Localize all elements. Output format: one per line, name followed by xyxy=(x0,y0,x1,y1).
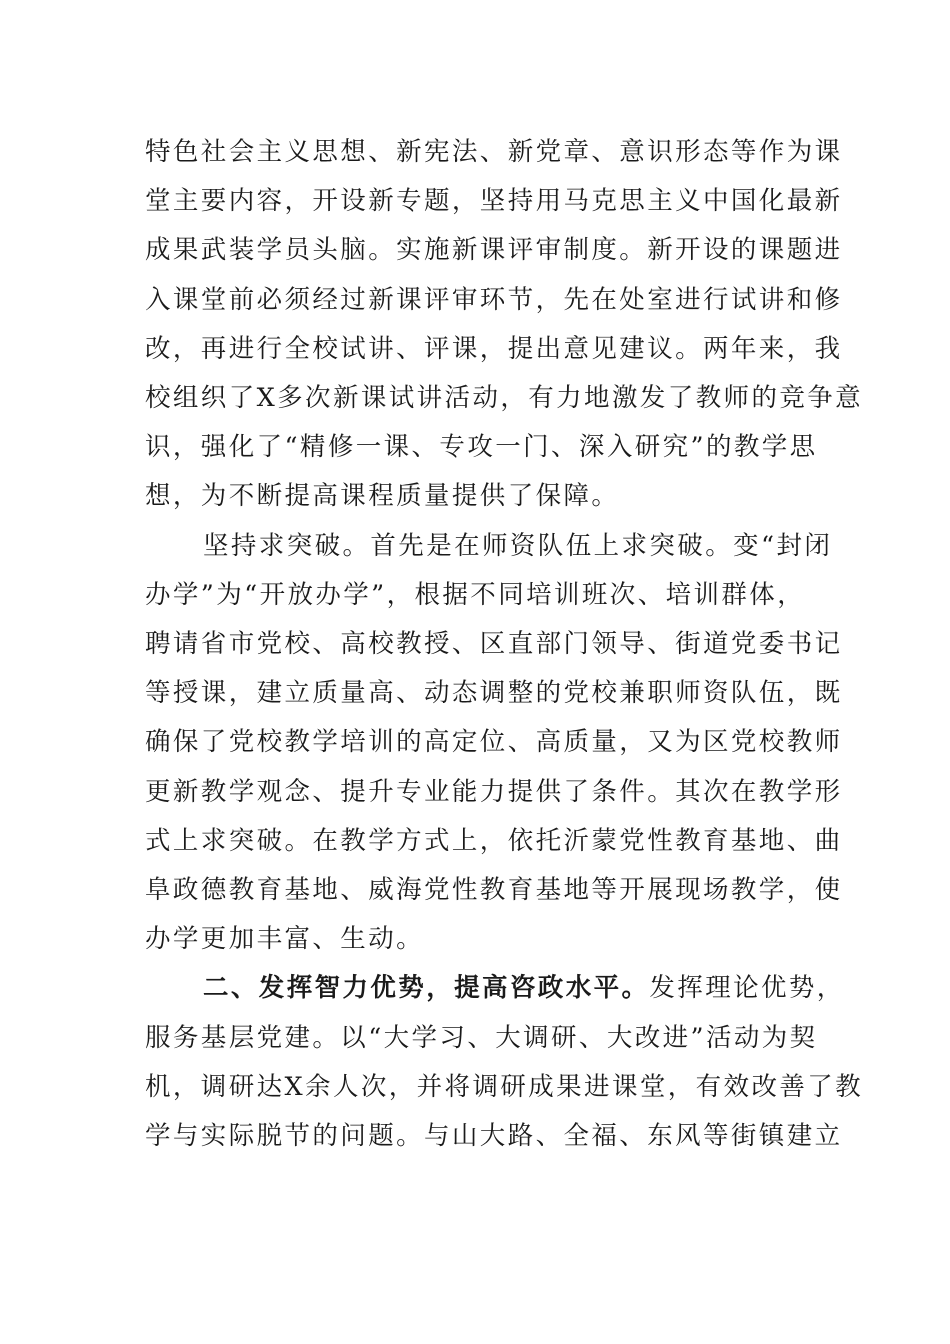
text-line: 机，调研达X余人次，并将调研成果进课堂，有效改善了教 xyxy=(145,1071,864,1102)
section-heading: 二、发挥智力优势，提高咨政水平。 xyxy=(203,973,650,1004)
text-line: 成果武装学员头脑。实施新课评审制度。新开设的课题进 xyxy=(145,235,843,266)
text-line: 校组织了X多次新课试讲活动，有力地激发了教师的竞争意 xyxy=(145,383,864,414)
text-line: 聘请省市党校、高校教授、区直部门领导、街道党委书记 xyxy=(145,629,843,660)
text-line: 入课堂前必须经过新课评审环节，先在处室进行试讲和修 xyxy=(145,284,843,315)
text-line: 办学”为“开放办学”，根据不同培训班次、培训群体， xyxy=(145,579,806,610)
paragraph-breakthrough xyxy=(145,522,843,965)
text-line: 特色社会主义思想、新宪法、新党章、意识形态等作为课 xyxy=(145,137,843,167)
text-line xyxy=(145,522,833,571)
paragraph-section-two xyxy=(145,964,864,1161)
text-line: 学与实际脱节的问题。与山大路、全福、东风等街镇建立 xyxy=(145,1121,843,1152)
text-line: 服务基层党建。以“大学习、大调研、大改进”活动为契 xyxy=(145,1022,818,1053)
text-line-content: 发挥理论优势， xyxy=(649,973,845,1004)
text-line: 等授课，建立质量高、动态调整的党校兼职师资队伍，既 xyxy=(145,678,843,709)
text-line-content: 坚持求突破。首先是在师资队伍上求突破。变“封闭 xyxy=(203,530,833,561)
paragraph-course-review xyxy=(145,128,864,522)
text-line xyxy=(145,964,845,1013)
text-line: 改，再进行全校试讲、评课，提出意见建议。两年来，我 xyxy=(145,333,843,364)
text-line: 识，强化了“精修一课、专攻一门、深入研究”的教学思 xyxy=(145,432,818,463)
text-line: 式上求突破。在教学方式上，依托沂蒙党性教育基地、曲 xyxy=(145,825,843,856)
text-line: 堂主要内容，开设新专题，坚持用马克思主义中国化最新 xyxy=(145,186,843,217)
text-line: 阜政德教育基地、威海党性教育基地等开展现场教学，使 xyxy=(145,875,843,906)
text-line: 办学更加丰富、生动。 xyxy=(145,924,425,955)
text-line: 更新教学观念、提升专业能力提供了条件。其次在教学形 xyxy=(145,776,843,807)
document-body xyxy=(145,128,864,1161)
text-line: 确保了党校教学培训的高定位、高质量，又为区党校教师 xyxy=(145,727,843,758)
text-line: 想，为不断提高课程质量提供了保障。 xyxy=(145,481,620,512)
